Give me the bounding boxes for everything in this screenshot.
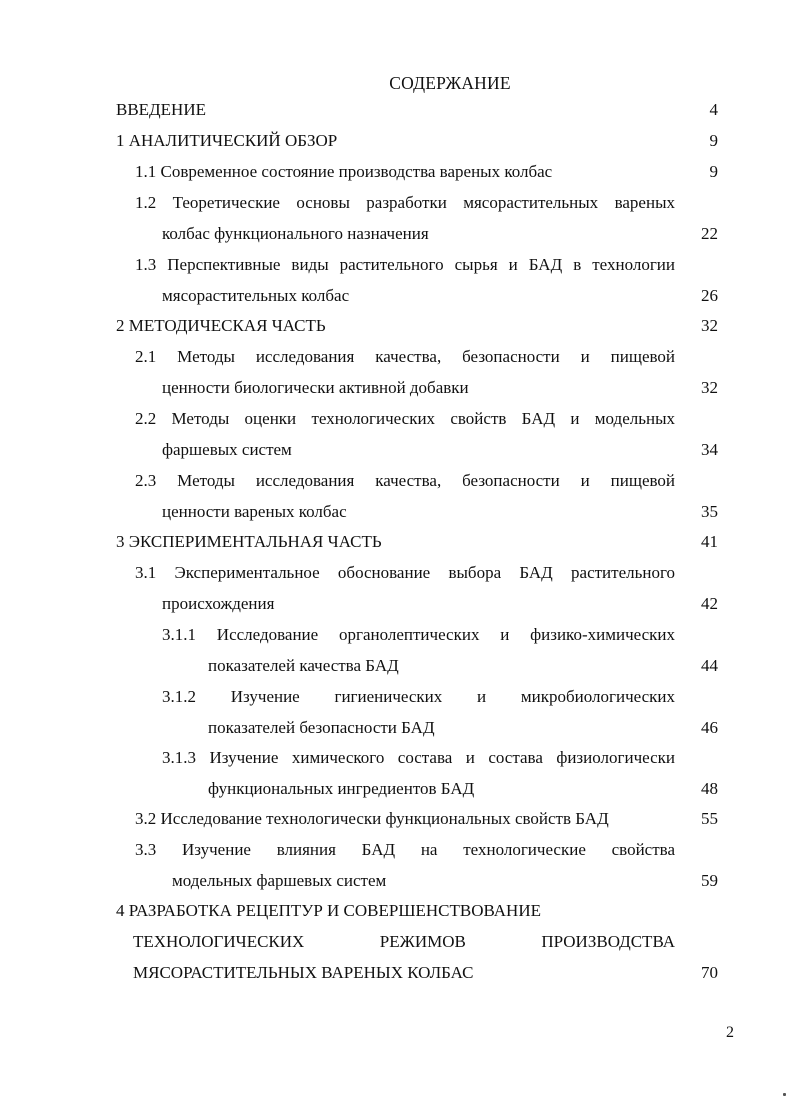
toc-entry-page: 35 <box>701 502 718 521</box>
toc-entry-text: 2 МЕТОДИЧЕСКАЯ ЧАСТЬ <box>116 316 326 335</box>
toc-entry-text-line-1: 3.1.1 Исследование органолептических и физико-химических <box>162 625 675 644</box>
toc-entry-page: 4 <box>709 100 718 119</box>
toc-entry-text-line-1: 4 РАЗРАБОТКА РЕЦЕПТУР И СОВЕРШЕНСТВОВАНИЕ <box>116 901 541 920</box>
toc-entry-page: 22 <box>701 224 718 243</box>
toc-entry-text-line-2: ценности биологически активной добавки <box>162 378 469 397</box>
toc-entry-text-line-2: ТЕХНОЛОГИЧЕСКИХ РЕЖИМОВ ПРОИЗВОДСТВА <box>133 932 675 951</box>
toc-entry-text-line-1: 3.1 Экспериментальное обоснование выбора БАД растительного <box>135 563 675 582</box>
toc-entry-page: 70 <box>701 963 718 982</box>
toc-entry-text: 1.1 Современное состояние производства вареных колбас <box>135 162 553 181</box>
toc-entry-page: 42 <box>701 594 718 613</box>
toc-entry-text-line-2: мясорастительных колбас <box>162 286 350 305</box>
toc-entry-text-line-1: 2.3 Методы исследования качества, безопасности и пищевой <box>135 471 675 490</box>
toc-entry-text: 3.2 Исследование технологически функциональных свойств БАД <box>135 809 609 828</box>
toc-entry-page: 44 <box>701 656 718 675</box>
toc-entry-text-line-1: 2.2 Методы оценки технологических свойств БАД и модельных <box>135 409 675 428</box>
toc-entry-page: 9 <box>709 131 718 150</box>
toc-entry-text-line-1: 3.3 Изучение влияния БАД на технологические свойства <box>135 840 675 859</box>
toc-entry-text: ВВЕДЕНИЕ <box>116 100 206 119</box>
toc-entry-text-line-2: модельных фаршевых систем <box>172 871 387 890</box>
toc-entry-text-line-2: показателей качества БАД <box>208 656 399 675</box>
toc-entry-text-line-1: 1.3 Перспективные виды растительного сырья и БАД в технологии <box>135 255 675 274</box>
toc-entry-text-line-2: происхождения <box>162 594 275 613</box>
toc-entry-text-line-3: МЯСОРАСТИТЕЛЬНЫХ ВАРЕНЫХ КОЛБАС <box>133 963 474 982</box>
toc-entry-text: 3 ЭКСПЕРИМЕНТАЛЬНАЯ ЧАСТЬ <box>116 532 382 551</box>
toc-entry-page: 46 <box>701 718 718 737</box>
toc-entry-page: 48 <box>701 779 718 798</box>
toc-entry-text-line-2: колбас функционального назначения <box>162 224 429 243</box>
toc-entry-text-line-1: 3.1.2 Изучение гигиенических и микробиологических <box>162 687 675 706</box>
toc-entry-text-line-2: показателей безопасности БАД <box>208 718 435 737</box>
toc-entry-text-line-2: фаршевых систем <box>162 440 292 459</box>
toc-entry-text-line-1: 3.1.3 Изучение химического состава и состава физиологически <box>162 748 675 767</box>
toc-entry-page: 34 <box>701 440 718 459</box>
toc-entry-text-line-1: 1.2 Теоретические основы разработки мясорастительных вареных <box>135 193 675 212</box>
toc-entry-text: 1 АНАЛИТИЧЕСКИЙ ОБЗОР <box>116 131 338 150</box>
toc-entry-page: 9 <box>709 162 718 181</box>
toc-entry-page: 55 <box>701 809 718 828</box>
toc-entry-text-line-2: ценности вареных колбас <box>162 502 347 521</box>
page-number: 2 <box>726 1024 734 1041</box>
toc-entry-page: 32 <box>701 378 718 397</box>
toc-entry-page: 26 <box>701 286 718 305</box>
toc-title: СОДЕРЖАНИЕ <box>389 73 511 93</box>
toc-entry-page: 41 <box>701 532 718 551</box>
toc-entry-text-line-2: функциональных ингредиентов БАД <box>208 779 475 798</box>
toc-entry-text-line-1: 2.1 Методы исследования качества, безопасности и пищевой <box>135 347 675 366</box>
toc-entry-page: 59 <box>701 871 718 890</box>
scan-speck <box>783 1093 786 1096</box>
toc-entry-page: 32 <box>701 316 718 335</box>
